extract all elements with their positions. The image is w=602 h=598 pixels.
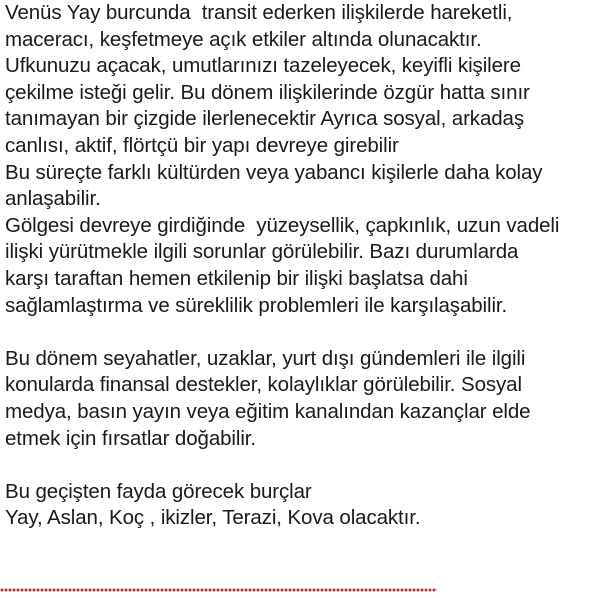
spellcheck-underline (0, 588, 437, 594)
paragraph-3 (5, 479, 600, 532)
paragraph-2 (5, 346, 600, 452)
text-line: sağlamlaştırma ve süreklilik problemleri ile karşılaşabilir. (5, 293, 508, 317)
paragraph-spacer (5, 319, 600, 346)
paragraph-spacer (5, 452, 600, 479)
text-line: etmek için fırsatlar doğabilir. (5, 426, 256, 450)
text-line: Bu süreçte farklı kültürden veya yabancı kişilerle daha kolay (5, 160, 543, 184)
text-line-last: Yay, Aslan, Koç , ikizler, Terazi, Kova olacaktır. (5, 506, 421, 530)
text-line: Bu geçişten fayda görecek burçlar (5, 479, 312, 503)
text-line: Venüs Yay burcunda transit ederken ilişkilerde hareketli, (5, 1, 513, 24)
document-body (5, 0, 600, 532)
text-line: konularda finansal destekler, kolaylıklar görülebilir. Sosyal (5, 373, 522, 397)
text-line: tanımayan bir çizgide ilerlenecektir Ayrıca sosyal, arkadaş (5, 107, 524, 131)
text-line: Bu dönem seyahatler, uzaklar, yurt dışı gündemleri ile ilgili (5, 346, 526, 370)
text-line: maceracı, keşfetmeye açık etkiler altında olunacaktır. (5, 27, 482, 51)
text-line: çekilme isteği gelir. Bu dönem ilişkilerinde özgür hatta sınır (5, 80, 530, 104)
text-line: anlaşabilir. (5, 187, 101, 211)
paragraph-1 (5, 0, 600, 319)
text-line: Ufkunuzu açacak, umutlarınızı tazeleyecek, keyifli kişilere (5, 54, 521, 78)
text-line: karşı taraftan hemen etkilenip bir ilişki başlatsa dahi (5, 266, 468, 290)
text-line: ilişki yürütmekle ilgili sorunlar görülebilir. Bazı durumlarda (5, 240, 519, 264)
text-line: medya, basın yayın veya eğitim kanalından kazançlar elde (5, 399, 531, 423)
text-line: canlısı, aktif, flörtçü bir yapı devreye girebilir (5, 133, 399, 157)
text-line: Gölgesi devreye girdiğinde yüzeysellik, çapkınlık, uzun vadeli (5, 213, 560, 237)
